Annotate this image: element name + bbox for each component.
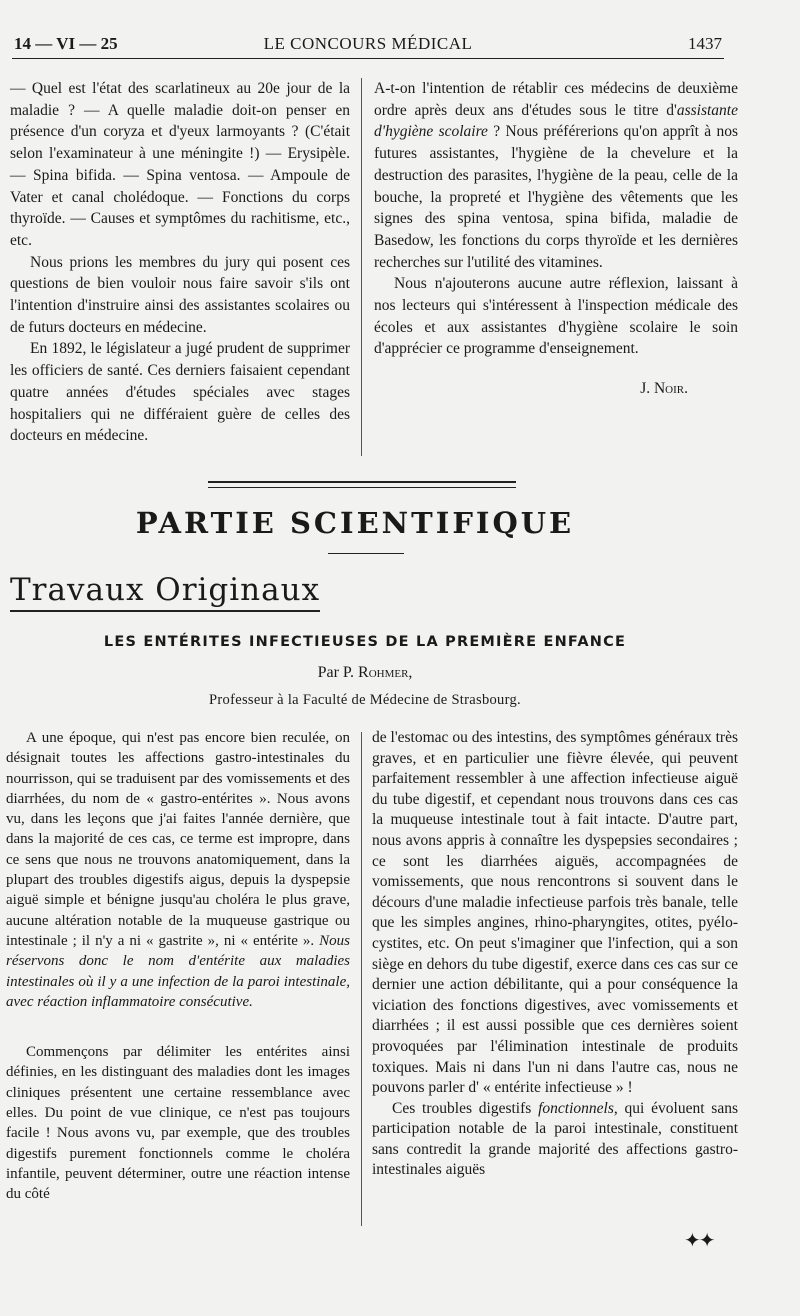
continuation-ornament-icon: ✦✦ [684, 1230, 714, 1252]
section-title: PARTIE SCIENTIFIQUE [135, 506, 575, 540]
paragraph: Nous prions les membres du jury qui posent ces questions de bien vouloir nous faire savoir s'ils ont l'intention d'instruire ainsi des assistantes scolaires ou de futurs docteurs en médecine. [10, 253, 350, 336]
article-right-column [372, 728, 738, 1181]
author-line [0, 664, 730, 682]
paragraph [374, 78, 738, 273]
article-title: LES ENTÉRITES INFECTIEUSES DE LA PREMIÈRE ENFANCE [103, 634, 627, 650]
italic-text: fonctionnels [538, 1099, 614, 1117]
text-run: A une époque, qui n'est pas encore bien reculée, on désignait toutes les affections gastro-intestinales du nourrisson, qui se traduisent par des vomissements et des diarrhées, du nom de « gastro-entérites ». Nous avons vu, dans les leçons que j'ai faites l'année dernière, que dans la majorité de ces cas, ce terme est impropre, dans ce sens que nous ne trouvons anatomiquement, dans la plupart des troubles digestifs aigus, depuis la dyspepsie aiguë simple et bénigne jusqu'au choléra le plus grave, aucune altération notable de la muqueuse gastrique ou intestinale ; il n'y a ni « gastrite », ni « entérite ». [6, 730, 350, 949]
italic-text: assistante d'hygiène scolaire [374, 101, 738, 141]
signature: J. Noir. [640, 380, 688, 398]
author-prefix: Par P. [317, 664, 355, 681]
section-underline [328, 553, 404, 554]
page-number: 1437 [688, 34, 722, 53]
text-run: Ces troubles digestifs [392, 1099, 539, 1117]
top-left-column [10, 78, 350, 447]
paragraph: En 1892, le législateur a jugé prudent de supprimer les officiers de santé. Ces derniers faisaient cependant quatre années d'études spéciales avec stages hospitaliers qui ne différaient guère de celles des docteurs en médecine. [10, 340, 350, 445]
subsection-title: Travaux Originaux [10, 572, 320, 612]
paragraph: Commençons par délimiter les entérites ainsi définies, en les distinguant des maladies dont les images cliniques présentent une certaine ressemblance avec elles. Du point de vue clinique, ce n'est pas toujours facile ! Nous avons vu, par exemple, que des troubles digestifs purement fonctionnels comme le choléra infantile, peuvent déterminer, outre une réaction intense du côté [6, 1044, 350, 1203]
paragraph [6, 728, 350, 1012]
author-affiliation: Professeur à la Faculté de Médecine de Strasbourg. [209, 692, 521, 708]
paragraph: de l'estomac ou des intestins, des symptômes généraux très graves, et en particulier une fièvre élevée, qui peuvent parfaitement ressembler à une affection infectieuse aiguë du tube digestif, et cependant nous trouvons dans ces cas la muqueuse intestinale tout à fait intacte. D'autre part, nous avons appris à connaître les dyspepsies secondaires ; ce sont les diarrhées aiguës, accompagnées de vomissements, que nous rencontrons si souvent dans le décours d'une maladie infectieuse parfois très banale, telle que les simples angines, rhino-pharyngites, otites, pyélo-cystites, etc. On peut s'imaginer que l'infection, qui a son siège en dehors du tube digestif, exerce dans ces cas sur ce dernier une action débilitante, qui a pour conséquence la viciation des fonctions digestives, avec vomissements et diarrhées ; il est aussi possible que ces dernières soient provoquées par l'élimination intestinale de produits toxiques. Mais ni dans l'un ni dans l'autre cas, nous ne pouvons parler d' « entérite infectieuse » ! [372, 729, 738, 1097]
header-date: 14 — VI — 25 [14, 34, 118, 53]
running-header [12, 32, 724, 59]
text-run: , qui évoluent sans participation notable de la paroi intestinale, constituent sans contredit la grande majorité des affections gastro-intestinales aiguës [372, 1099, 738, 1179]
text-run: A-t-on l'intention de rétablir ces médecins de deuxième ordre après deux ans d'études sous le titre d' [374, 80, 738, 119]
italic-text: Nous réservons donc le nom d'entérite aux maladies intestinales où il y a une infection de la paroi intestinale, avec réaction inflammatoire consécutive. [6, 932, 350, 1010]
author-name: Rohmer, [358, 664, 413, 681]
paragraph [372, 1099, 738, 1181]
top-right-column [374, 78, 738, 400]
journal-title: LE CONCOURS MÉDICAL [263, 34, 473, 53]
text-run: ? Nous préférerions qu'on apprît à nos futures assistantes, l'hygiène de la chevelure et la destruction des parasites, l'hygiène de la peau, celle de la bouche, la propreté et l'hygiène des vêtements que les signes des spina ventosa, spina bifida, maladie de Basedow, les fonctions du corps thyroïde et les dernières recherches sur l'utilité des vitamines. [374, 123, 738, 271]
section-rule [208, 481, 516, 488]
article-left-column [6, 728, 350, 1205]
paragraph: Nous n'ajouterons aucune autre réflexion, laissant à nos lecteurs qui s'intéressent à l'inspection médicale des écoles et aux assistantes d'hygiène scolaire le soin d'apprécier ce programme d'enseignement. [374, 275, 738, 358]
paragraph: — Quel est l'état des scarlatineux au 20e jour de la maladie ? — A quelle maladie doit-on penser en présence d'un coryza et d'yeux larmoyants ? (C'était selon l'examinateur à une méningite !) — Erysipèle. — Spina bifida. — Spina ventosa. — Ampoule de Vater et canal cholédoque. — Fonctions du corps thyroïde. — Causes et symptômes du rachitisme, etc., etc. [10, 80, 350, 249]
column-divider [361, 78, 362, 456]
column-divider [361, 732, 362, 1226]
